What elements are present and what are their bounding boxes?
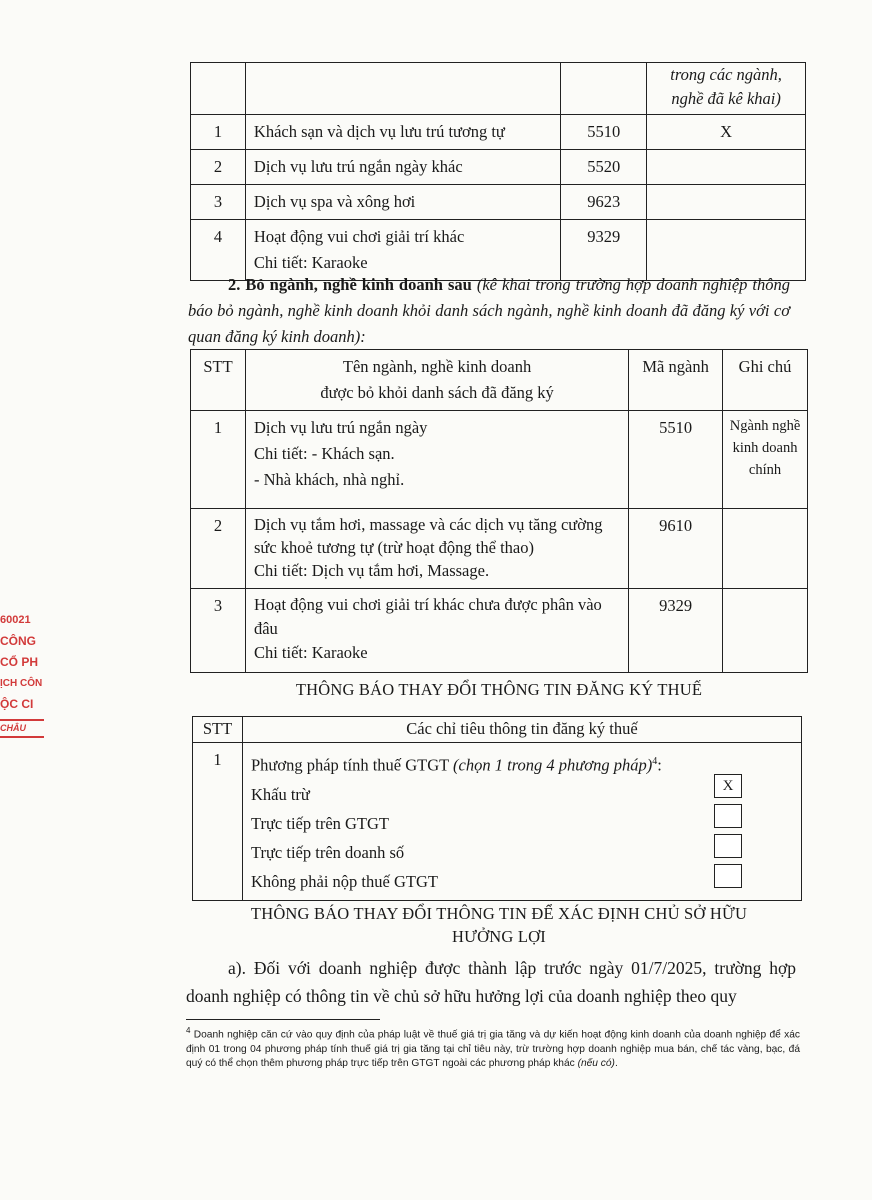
paragraph-a: a). Đối với doanh nghiệp được thành lập trước ngày 01/7/2025, trường hợp doanh nghiệp có thông tin về chủ sở hữu hưởng lợi của doanh nghiệp theo quy (186, 958, 796, 1006)
tax-option-label: Trực tiếp trên doanh số (250, 842, 405, 862)
tax-option-label: Khấu trừ (250, 784, 310, 804)
main-line-note: Ngành nghề kinh doanh chính (723, 411, 808, 509)
table-row: 4 Hoạt động vui chơi giải trí khác Chi tiết: Karaoke 9329 (191, 220, 806, 281)
checkbox-khong-nop-thue[interactable] (714, 864, 742, 888)
table-row: 3 Hoạt động vui chơi giải trí khác chưa được phân vào đâu Chi tiết: Karaoke 9329 (191, 589, 808, 673)
table-row: 1 Phương pháp tính thuế GTGT (chọn 1 trong 4 phương pháp)$^4$: Khấu trừ Trực tiếp trên GTGT Trực tiếp trên doanh số Không phải nộp thuế GTGT (193, 743, 802, 901)
section-2-heading: 2. Bỏ ngành, nghề kinh doanh sau (kê khai trong trường hợp doanh nghiệp thông báo bỏ ngành, nghề kinh doanh khỏi danh sách ngành, nghề kinh doanh đã đăng ký với cơ quan đăng ký kinh doanh): (188, 275, 791, 346)
checkbox-truc-tiep-gtgt[interactable] (714, 804, 742, 828)
table-row: 1 Dịch vụ lưu trú ngắn ngày Chi tiết: - Khách sạn. - Nhà khách, nhà nghỉ. 5510 Ngành nghề kinh doanh chính (191, 411, 808, 509)
table-row: 2 Dịch vụ tắm hơi, massage và các dịch vụ tăng cường sức khoẻ tương tự (trừ hoạt động thể thao) Chi tiết: Dịch vụ tắm hơi, Massage. 9610 (191, 509, 808, 589)
checkbox-truc-tiep-doanh-so[interactable] (714, 834, 742, 858)
owner-heading: THÔNG BÁO THAY ĐỔI THÔNG TIN ĐỂ XÁC ĐỊNH CHỦ SỞ HỮU HƯỞNG LỢI (250, 904, 748, 946)
header-note: trong các ngành, nghề đã kê khai) (647, 63, 806, 115)
table-row: 2 Dịch vụ lưu trú ngắn ngày khác 5520 (191, 150, 806, 185)
footnote: $^4$ Doanh nghiệp căn cứ vào quy định của pháp luật về thuế giá trị gia tăng và dự kiến hoạt động kinh doanh của doanh nghiệp để xác định 01 trong 04 phương pháp tính thuế giá trị gia tăng tại chỉ tiêu này, trừ trường hợp doanh nghiệp mua bán, chế tác vàng, bạc, đá quý có thể chọn thêm phương pháp trực tiếp trên GTGT ngoài các phương pháp khác (nếu có). (186, 1026, 800, 1070)
table-header-row: STT Các chỉ tiêu thông tin đăng ký thuế (193, 717, 802, 743)
checkbox-khau-tru[interactable]: X (714, 774, 742, 798)
removed-lines-table (190, 349, 808, 673)
table-row: 1 Khách sạn và dịch vụ lưu trú tương tự 5510 X (191, 115, 806, 150)
table-row (191, 63, 806, 115)
tax-heading: THÔNG BÁO THAY ĐỔI THÔNG TIN ĐĂNG KÝ THUẾ (295, 680, 703, 699)
tax-method-title: Phương pháp tính thuế GTGT (chọn 1 trong 4 phương pháp)$^4$: (250, 755, 662, 775)
tax-option-label: Không phải nộp thuế GTGT (250, 871, 438, 891)
tax-info-table (192, 716, 802, 901)
footnote-separator (186, 1019, 380, 1020)
table-row: 3 Dịch vụ spa và xông hơi 9623 (191, 185, 806, 220)
company-seal: 60021 CÔNG CỔ PH ỊCH CÔN ỘC CI CHÂU (0, 610, 44, 760)
tax-option-label: Trực tiếp trên GTGT (250, 813, 390, 833)
business-lines-table (190, 62, 806, 281)
table-header-row: STT Tên ngành, nghề kinh doanh được bỏ khỏi danh sách đã đăng ký Mã ngành Ghi chú (191, 350, 808, 411)
